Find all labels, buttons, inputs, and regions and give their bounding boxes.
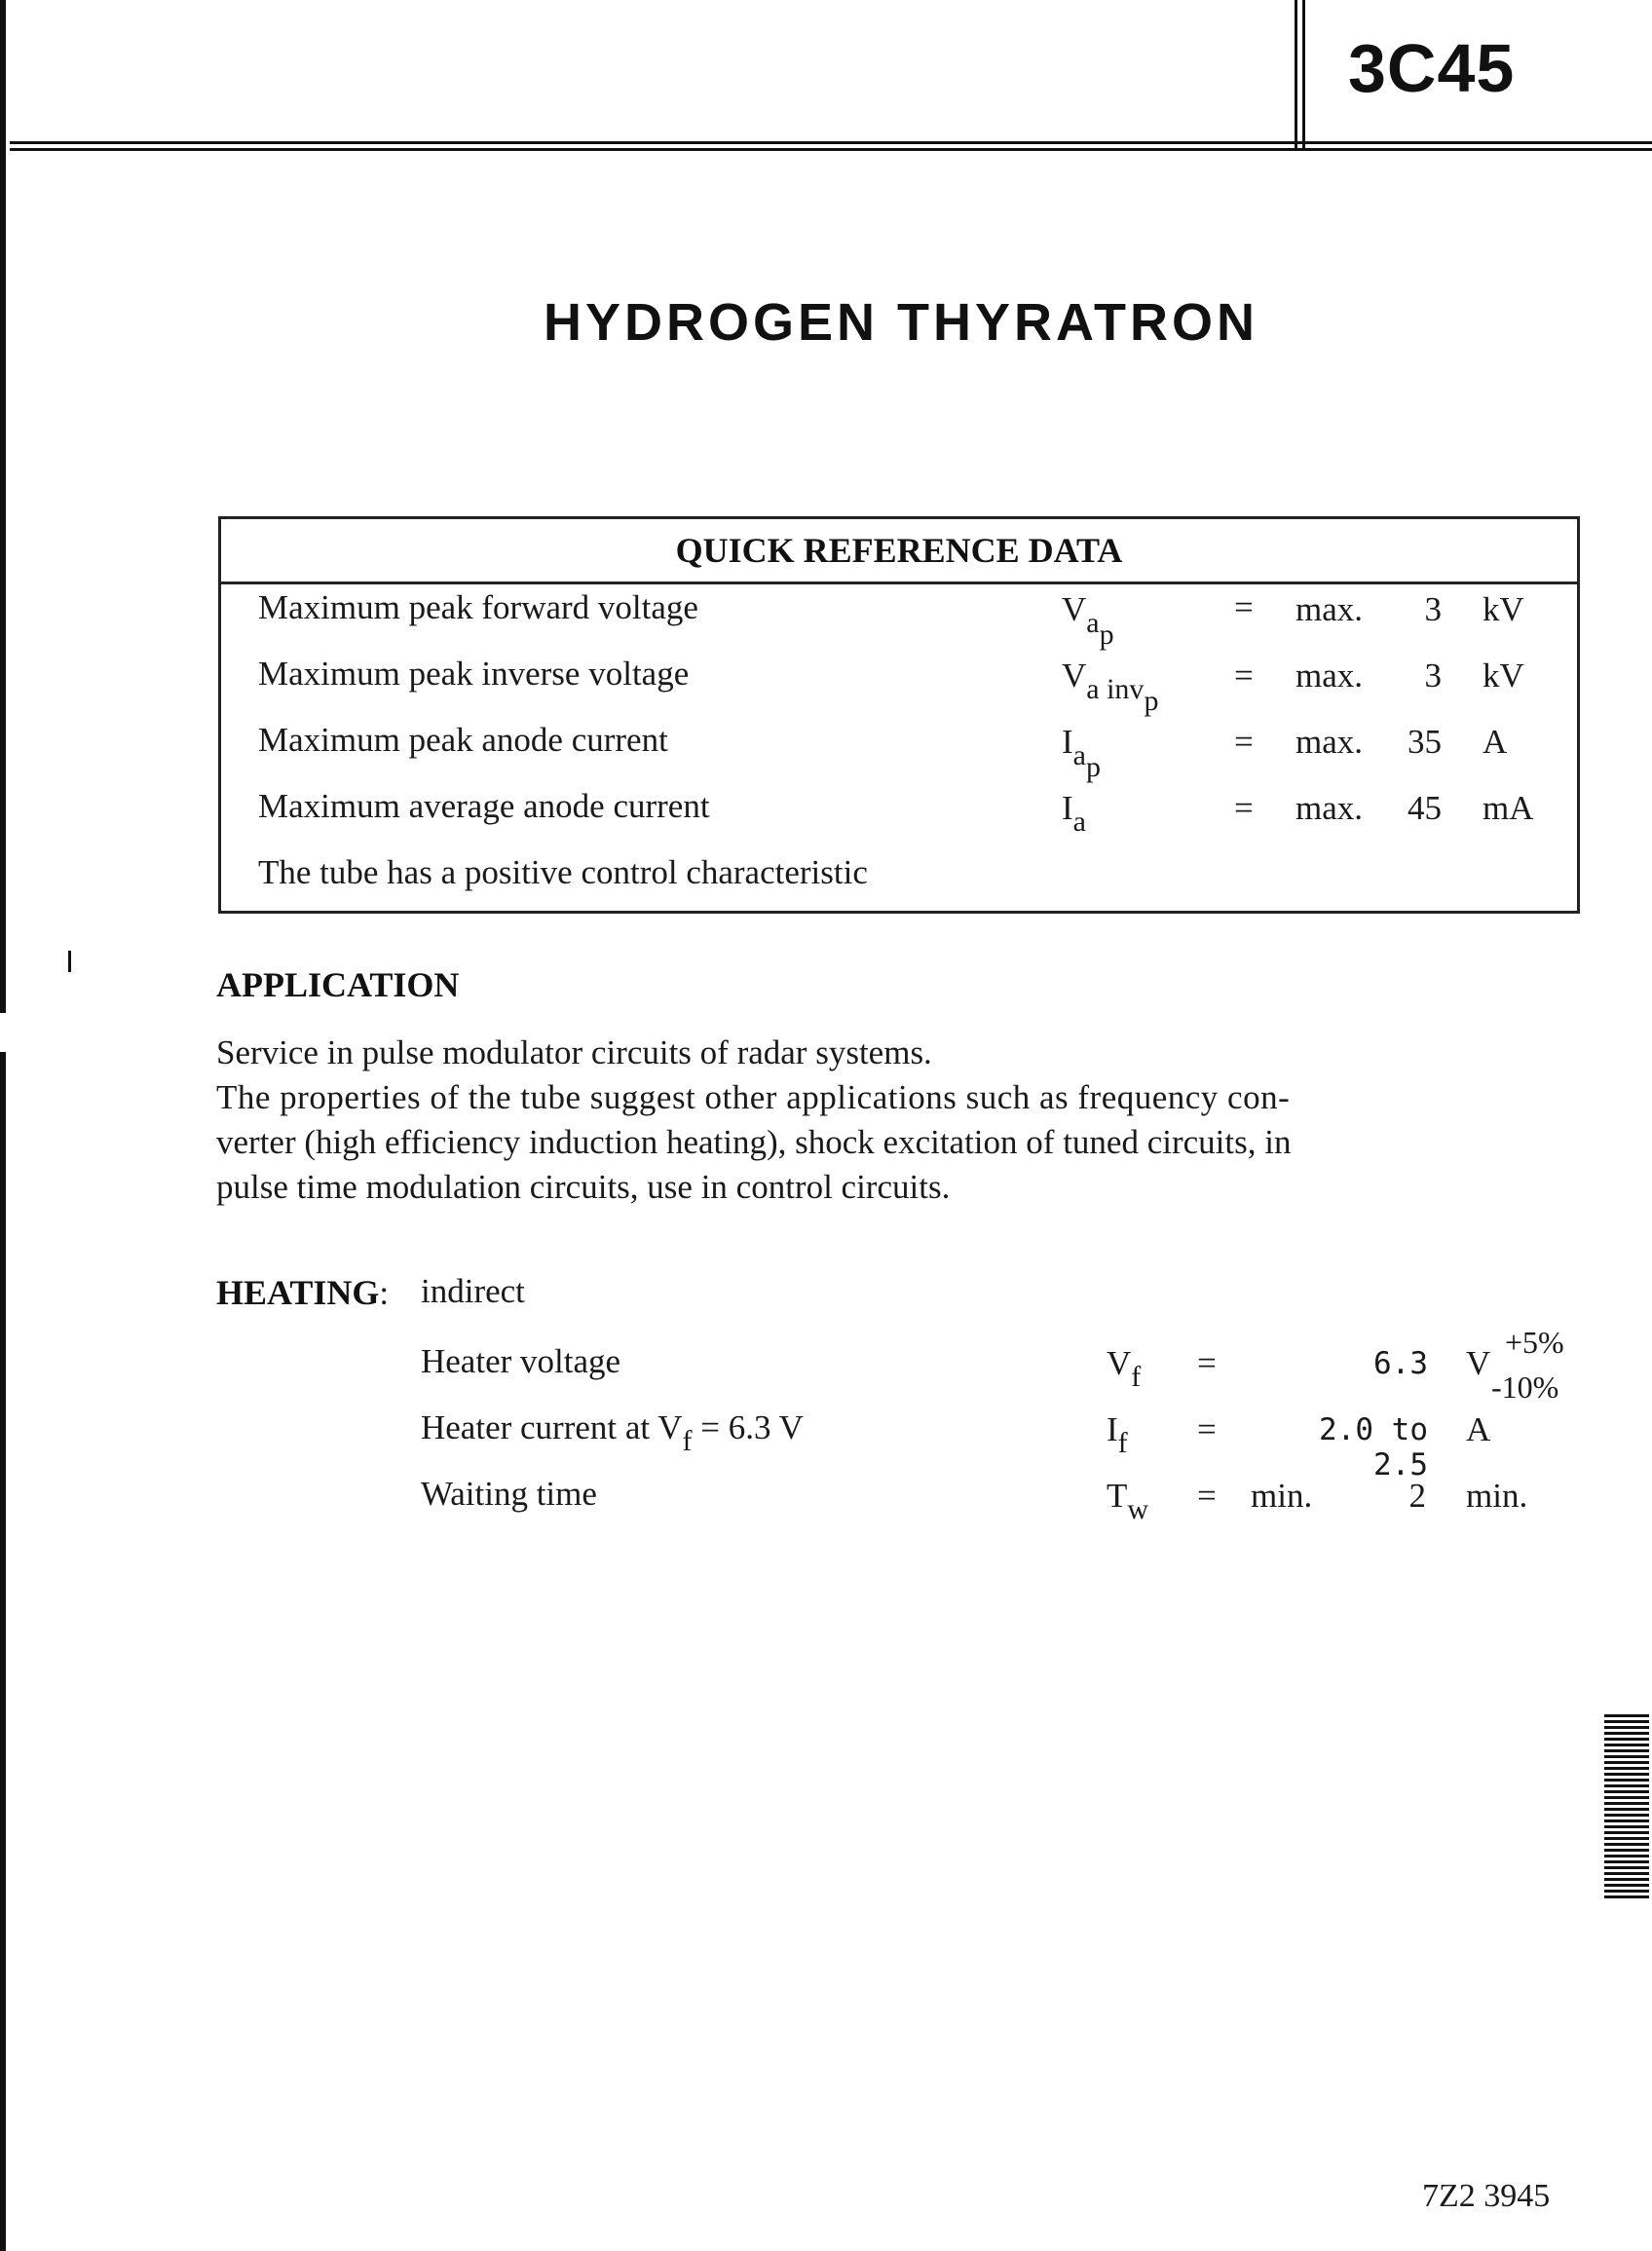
heating-heading-line: HEATING:: [216, 1273, 390, 1312]
application-line: pulse time modulation circuits, use in control circuits.: [216, 1168, 951, 1206]
edge-index-marks: [1604, 1714, 1649, 1899]
qr-row-value: 3: [1424, 657, 1442, 694]
qr-row-label: Maximum peak anode current: [258, 721, 668, 759]
qr-row-label: Maximum peak inverse voltage: [258, 655, 690, 693]
qr-row-label: Maximum peak forward voltage: [258, 588, 698, 626]
footer-code: 7Z2 3945: [1422, 2178, 1551, 2214]
waiting-time-label: Waiting time: [421, 1475, 597, 1513]
type-number: 3C45: [1348, 30, 1516, 106]
qr-row-eq: =: [1234, 588, 1254, 626]
qr-row-value: 35: [1408, 723, 1442, 761]
application-line: verter (high efficiency induction heating), shock excitation of tuned circuits, in: [216, 1123, 1292, 1161]
waiting-time-value: 2: [1408, 1477, 1426, 1515]
waiting-time-unit: min.: [1466, 1477, 1528, 1515]
qr-row-eq: =: [1234, 789, 1254, 827]
qr-row-eq: =: [1234, 723, 1254, 761]
qr-row-unit: A: [1483, 723, 1508, 761]
heater-voltage-eq: =: [1197, 1344, 1217, 1382]
page-title: HYDROGEN THYRATRON: [543, 293, 1258, 352]
qr-row-eq: =: [1234, 657, 1254, 694]
waiting-time-qualifier: min.: [1251, 1477, 1313, 1515]
scan-tick-mark: [68, 951, 71, 972]
scan-edge-gap: [0, 1013, 6, 1052]
application-heading: APPLICATION: [216, 965, 460, 1004]
heater-current-label: Heater current at Vf = 6.3 V: [421, 1408, 804, 1457]
heater-voltage-tolerance-plus: +5%: [1505, 1325, 1564, 1360]
heater-voltage-tolerance-minus: -10%: [1491, 1369, 1559, 1405]
heater-voltage-unit: V: [1466, 1344, 1491, 1382]
heater-current-symbol: If: [1107, 1410, 1128, 1459]
heater-current-value: 2.0 to 2.5: [1319, 1412, 1428, 1482]
waiting-time-symbol: Tw: [1107, 1477, 1149, 1525]
qr-note: The tube has a positive control characteristic: [258, 853, 868, 891]
qr-row-symbol: Iap: [1062, 723, 1101, 783]
application-paragraph: [216, 1031, 1291, 1210]
qr-row-value: 45: [1408, 789, 1442, 827]
header-vertical-rule-right: [1302, 0, 1305, 148]
application-line: Service in pulse modulator circuits of radar systems.: [216, 1033, 932, 1071]
heating-type: indirect: [421, 1272, 525, 1310]
qr-row-label: Maximum average anode current: [258, 787, 710, 825]
header-vertical-rule-left: [1295, 0, 1297, 148]
qr-row-qualifier: max.: [1295, 590, 1364, 628]
heater-current-eq: =: [1197, 1410, 1217, 1448]
heater-voltage-value: 6.3: [1373, 1346, 1428, 1381]
qr-row-unit: kV: [1483, 590, 1524, 628]
qr-row-qualifier: max.: [1295, 657, 1364, 694]
header-horizontal-rule-bottom: [10, 148, 1652, 151]
heater-current-unit: A: [1466, 1410, 1491, 1448]
heater-voltage-label: Heater voltage: [421, 1342, 621, 1380]
qr-row-symbol: Vap: [1062, 590, 1114, 651]
qr-row-symbol: Ia: [1062, 789, 1086, 838]
quick-reference-heading: QUICK REFERENCE DATA: [221, 519, 1577, 584]
heater-voltage-symbol: Vf: [1107, 1344, 1142, 1393]
application-line: The properties of the tube suggest other applications such as frequency con-: [216, 1078, 1291, 1116]
qr-row-symbol: Va invp: [1062, 657, 1159, 717]
qr-row-qualifier: max.: [1295, 789, 1364, 827]
qr-row-qualifier: max.: [1295, 723, 1364, 761]
waiting-time-eq: =: [1197, 1477, 1217, 1515]
header-horizontal-rule-top: [10, 141, 1652, 144]
qr-row-unit: kV: [1483, 657, 1524, 694]
qr-row-value: 3: [1424, 590, 1442, 628]
qr-row-unit: mA: [1483, 789, 1534, 827]
heating-heading: HEATING: [216, 1273, 380, 1312]
